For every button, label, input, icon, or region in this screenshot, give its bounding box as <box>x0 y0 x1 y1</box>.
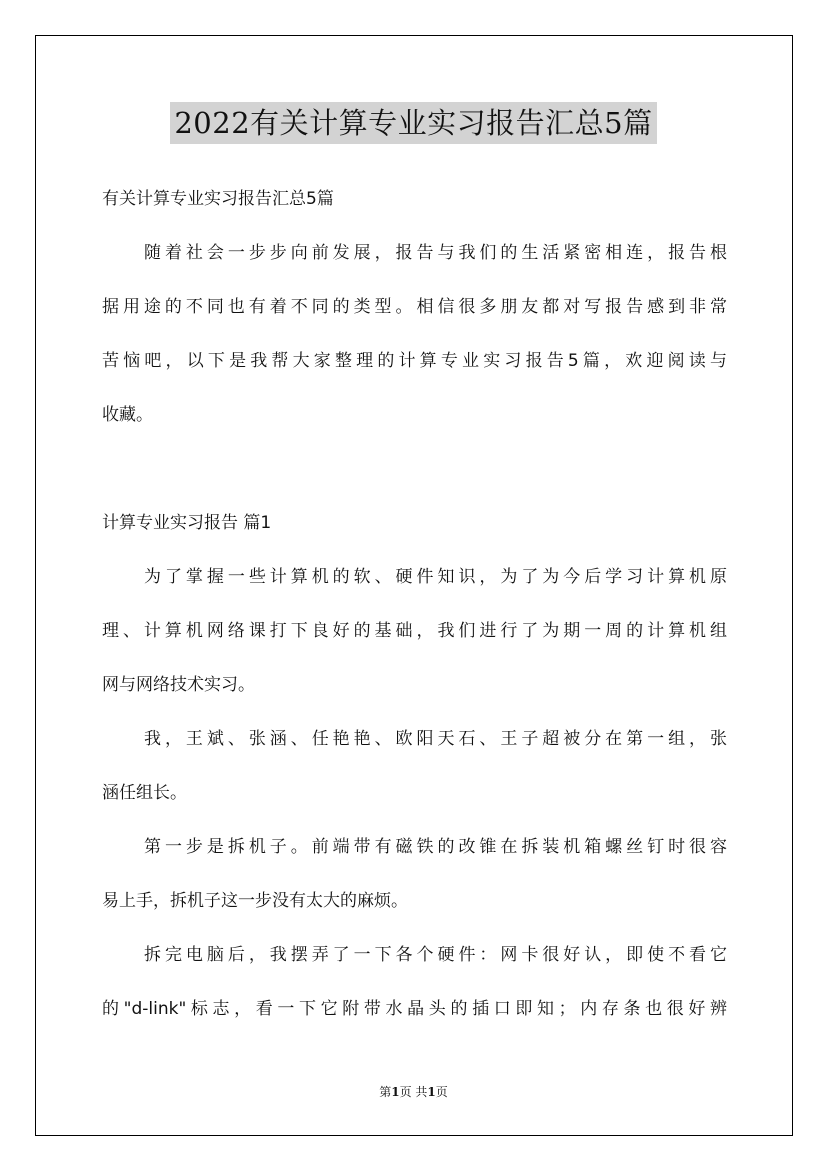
footer-page-total: 1 <box>427 1085 436 1099</box>
intro-line-1: 随着社会一步步向前发展，报告与我们的生活紧密相连，报告根 <box>144 243 727 263</box>
section-heading: 计算专业实习报告 篇1 <box>102 513 272 533</box>
intro-line-4: 收藏。 <box>102 405 153 425</box>
title-container <box>0 102 827 144</box>
section-line-6: 第一步是拆机子。前端带有磁铁的改锥在拆装机箱螺丝钉时很容 <box>144 837 727 857</box>
section-line-9: 的"d-link"标志，看一下它附带水晶头的插口即知；内存条也很好辨 <box>102 999 727 1019</box>
section-line-8: 拆完电脑后，我摆弄了一下各个硬件：网卡很好认，即使不看它 <box>144 945 727 965</box>
footer-label-mid: 页 共 <box>399 1085 428 1099</box>
document-title: 2022有关计算专业实习报告汇总5篇 <box>170 102 656 144</box>
intro-line-3: 苦恼吧，以下是我帮大家整理的计算专业实习报告5篇，欢迎阅读与 <box>102 351 727 371</box>
intro-line-2: 据用途的不同也有着不同的类型。相信很多朋友都对写报告感到非常 <box>102 297 727 317</box>
section-line-7: 易上手，拆机子这一步没有太大的麻烦。 <box>102 891 408 911</box>
footer-label-post: 页 <box>435 1085 448 1099</box>
section-line-4: 我，王斌、张涵、任艳艳、欧阳天石、王子超被分在第一组，张 <box>144 729 727 749</box>
footer-label-pre: 第 <box>379 1085 392 1099</box>
document-subtitle: 有关计算专业实习报告汇总5篇 <box>102 189 334 209</box>
section-line-3: 网与网络技术实习。 <box>102 675 255 695</box>
page-footer <box>0 1082 827 1102</box>
section-line-2: 理、计算机网络课打下良好的基础，我们进行了为期一周的计算机组 <box>102 621 727 641</box>
section-line-5: 涵任组长。 <box>102 783 187 803</box>
footer-page-number: 1 <box>391 1085 400 1099</box>
section-line-1: 为了掌握一些计算机的软、硬件知识，为了为今后学习计算机原 <box>144 567 727 587</box>
